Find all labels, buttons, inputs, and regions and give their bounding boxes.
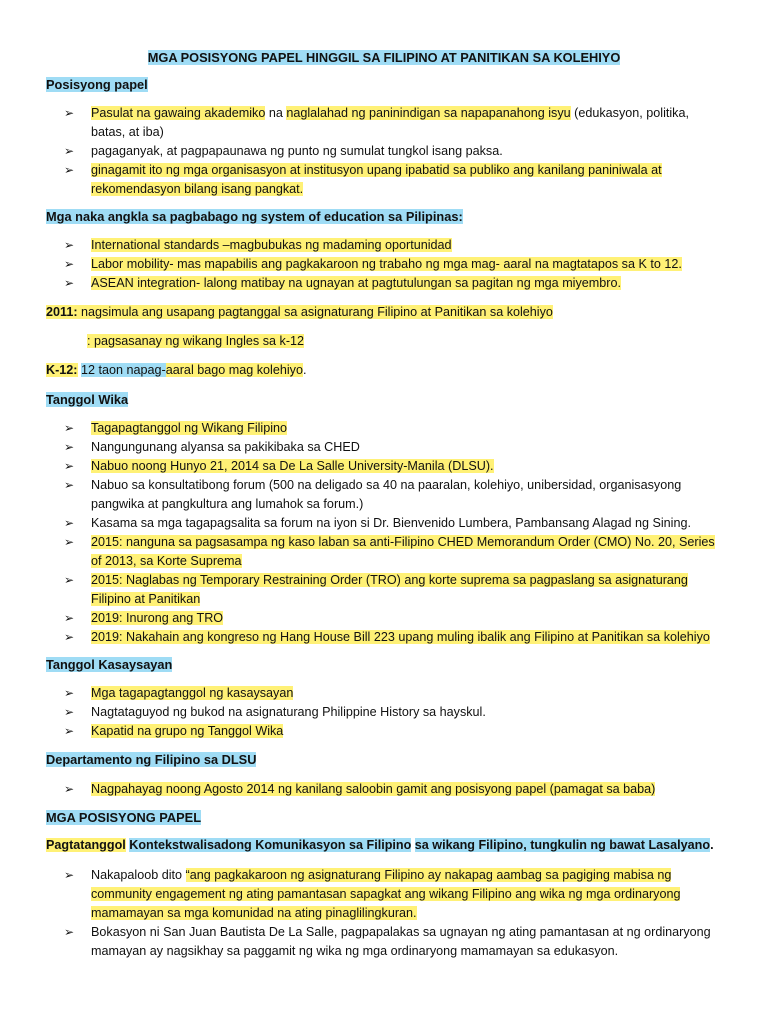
arrow-bullet-icon: ➢: [64, 478, 75, 492]
heading-posisyong-papel: Posisyong papel: [46, 77, 148, 92]
arrow-bullet-icon: ➢: [64, 516, 75, 530]
list-item: ➢ Pasulat na gawaing akademiko na naglalahad ng paninindigan sa napapanahong isyu (edukasyon, politika, batas, at iba): [64, 106, 689, 139]
arrow-bullet-icon: ➢: [64, 782, 75, 796]
arrow-bullet-icon: ➢: [64, 535, 75, 549]
note-k12: K-12: 12 taon napag-aaral bago mag kolehiyo.: [46, 363, 307, 377]
list-posisyong-papel: [64, 104, 724, 199]
heading-tanggol-kasaysayan: Tanggol Kasaysayan: [46, 657, 173, 672]
arrow-bullet-icon: ➢: [64, 459, 75, 473]
arrow-bullet-icon: ➢: [64, 686, 75, 700]
list-item: ➢ Kasama sa mga tagapagsalita sa forum na iyon si Dr. Bienvenido Lumbera, Pambansang Alagad ng Sining.: [64, 514, 724, 533]
list-item: ➢ Nangungunang alyansa sa pakikibaka sa CHED: [64, 438, 724, 457]
heading-mga-posisyong-papel: MGA POSISYONG PAPEL: [46, 810, 202, 825]
document-title: MGA POSISYONG PAPEL HINGGIL SA FILIPINO AT PANITIKAN SA KOLEHIYO: [147, 50, 621, 65]
list-tanggol-kasaysayan: [64, 684, 724, 741]
list-item: ➢ Labor mobility- mas mapabilis ang pagkakaroon ng trabaho ng mga mag- aaral na magtatapos sa K to 12.: [64, 255, 724, 274]
arrow-bullet-icon: ➢: [64, 144, 75, 158]
list-item: ➢ Nabuo sa konsultatibong forum (500 na deligado sa 40 na paaralan, kolehiyo, unibersidad, organisasyong pangwika at pangkultura ang lumahok sa forum.): [64, 478, 682, 511]
arrow-bullet-icon: ➢: [64, 611, 75, 625]
list-departamento: [64, 780, 724, 799]
heading-system-of-education: Mga naka angkla sa pagbabago ng system of education sa Pilipinas:: [46, 209, 463, 224]
list-item: ➢ Nagpahayag noong Agosto 2014 ng kanilang saloobin gamit ang posisyong papel (pamagat sa baba): [64, 780, 724, 799]
note-2011-sub: : pagsasanay ng wikang Ingles sa k-12: [87, 334, 305, 348]
list-item: ➢ 2019: Inurong ang TRO: [64, 609, 724, 628]
arrow-bullet-icon: ➢: [64, 573, 75, 587]
heading-departamento: Departamento ng Filipino sa DLSU: [46, 752, 257, 767]
list-item: ➢ 2015: Naglabas ng Temporary Restraining Order (TRO) ang korte suprema sa pagpaslang sa asignaturang Filipino at Panitikan: [64, 573, 688, 606]
list-item: ➢ Tagapagtanggol ng Wikang Filipino: [64, 419, 724, 438]
list-tanggol-wika: [64, 419, 724, 647]
arrow-bullet-icon: ➢: [64, 106, 75, 120]
arrow-bullet-icon: ➢: [64, 276, 75, 290]
list-item: ➢ International standards –magbubukas ng madaming oportunidad: [64, 236, 724, 255]
list-item: ➢ Mga tagapagtanggol ng kasaysayan: [64, 684, 724, 703]
list-item: ➢ Nakapaloob dito “ang pagkakaroon ng asignaturang Filipino ay nakapag aambag sa pagiging mabisa ng community engagement ng ating pamantasan sapagkat ang wikang Filipino ang wika ng mga ordinaryong mamamayan sa mga komunidad na ating pinaglilingkuran.: [64, 868, 681, 920]
heading-tanggol-wika: Tanggol Wika: [46, 392, 129, 407]
arrow-bullet-icon: ➢: [64, 440, 75, 454]
list-item: ➢ 2019: Nakahain ang kongreso ng Hang House Bill 223 upang muling ibalik ang Filipino at Panitikan sa kolehiyo: [64, 628, 724, 647]
arrow-bullet-icon: ➢: [64, 630, 75, 644]
arrow-bullet-icon: ➢: [64, 925, 75, 939]
arrow-bullet-icon: ➢: [64, 705, 75, 719]
list-item: ➢ Nagtataguyod ng bukod na asignaturang Philippine History sa hayskul.: [64, 703, 724, 722]
arrow-bullet-icon: ➢: [64, 421, 75, 435]
list-posisyong-papel-details: [64, 866, 724, 961]
list-item: ➢ Bokasyon ni San Juan Bautista De La Salle, pagpapalakas sa ugnayan ng ating pamantasan at ng ordinaryong mamayan ay nagsikhay sa paggamit ng wika ng mga ordinaryong mamamayan sa edukasyon.: [64, 925, 711, 958]
arrow-bullet-icon: ➢: [64, 238, 75, 252]
arrow-bullet-icon: ➢: [64, 724, 75, 738]
list-item: ➢ ASEAN integration- lalong matibay na ugnayan at pagtutulungan sa pagitan ng mga miyembro.: [64, 274, 724, 293]
list-item: ➢ 2015: nanguna sa pagsasampa ng kaso laban sa anti-Filipino CHED Memorandum Order (CMO) No. 20, Series of 2013, sa Korte Suprema: [64, 535, 715, 568]
arrow-bullet-icon: ➢: [64, 163, 75, 177]
paper-title-line: Pagtatanggol Kontekstwalisadong Komunikasyon sa Filipino sa wikang Filipino, tungkulin ng bawat Lasalyano.: [46, 838, 714, 852]
arrow-bullet-icon: ➢: [64, 257, 75, 271]
note-2011: 2011: nagsimula ang usapang pagtanggal sa asignaturang Filipino at Panitikan sa kolehiyo: [46, 305, 553, 319]
list-item: ➢ pagaganyak, at pagpapaunawa ng punto ng sumulat tungkol isang paksa.: [64, 142, 724, 161]
list-item: ➢ ginagamit ito ng mga organisasyon at institusyon upang ipabatid sa publiko ang kanilang paniniwala at rekomendasyon bilang isang pangkat.: [64, 163, 662, 196]
list-system-of-education: [64, 236, 724, 293]
list-item: ➢ Kapatid na grupo ng Tanggol Wika: [64, 722, 724, 741]
list-item: ➢ Nabuo noong Hunyo 21, 2014 sa De La Salle University-Manila (DLSU).: [64, 457, 724, 476]
arrow-bullet-icon: ➢: [64, 868, 75, 882]
